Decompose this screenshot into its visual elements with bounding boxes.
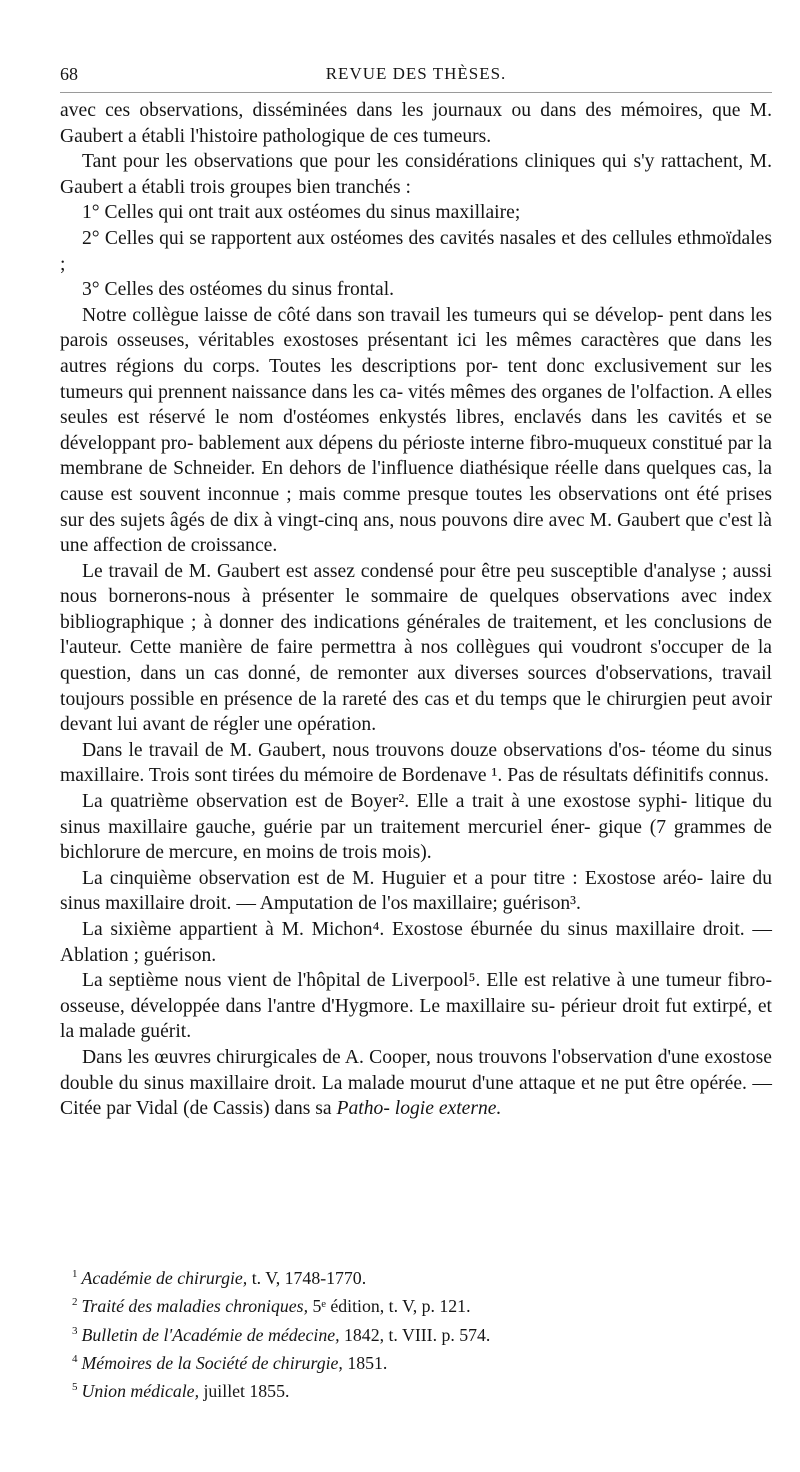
footnote-mark: 1 xyxy=(72,1268,78,1280)
paragraph: Tant pour les observations que pour les considérations cliniques qui s'y rattachent, M. Gaubert a établi trois groupes bien tranchés : xyxy=(60,151,772,198)
page-header xyxy=(60,64,772,93)
body-text xyxy=(60,98,772,1122)
footnote-ref: 1842, t. VIII. p. 574. xyxy=(339,1324,491,1345)
footnote-ref: 5ᵉ édition, t. V, p. 121. xyxy=(308,1296,471,1317)
running-title: REVUE DES THÈSES. xyxy=(325,64,507,83)
list-item: 1° Celles qui ont trait aux ostéomes du sinus maxillaire; xyxy=(82,202,521,224)
footnote xyxy=(60,1347,772,1375)
footnote-title: Académie de chirurgie, xyxy=(81,1267,248,1288)
footnote-mark: 5 xyxy=(72,1381,78,1394)
paragraph: avec ces observations, disséminées dans les journaux ou dans des mémoires, que M. Gaubert a établi l'histoire pathologique de ces tumeurs. xyxy=(60,100,772,147)
paragraph: Dans le travail de M. Gaubert, nous trouvons douze observations d'os- téome du sinus maxillaire. Trois sont tirées du mémoire de Bordenave ¹. Pas de résultats définitifs connus. xyxy=(60,739,772,787)
footnote-title: Traité des maladies chroniques, xyxy=(81,1296,309,1317)
paragraph: La sixième appartient à M. Michon⁴. Exostose éburnée du sinus maxillaire droit. — Ablation ; guérison. xyxy=(60,919,772,966)
list-item: 2° Celles qui se rapportent aux ostéomes des cavités nasales et des cellules ethmoïdales ; xyxy=(60,227,772,275)
book-title: Patho- logie externe. xyxy=(336,1098,502,1120)
footnote xyxy=(60,1319,772,1347)
paragraph: La quatrième observation est de Boyer². Elle a trait à une exostose syphi- litique du sinus maxillaire gauche, guérie par un traitement mercuriel éner- gique (7 grammes de bichlorure de mercure, en moins de trois mois). xyxy=(60,791,772,864)
footnote xyxy=(60,1262,772,1290)
paragraph: Notre collègue laisse de côté dans son travail les tumeurs qui se dévelop- pent dans les parois osseuses, véritables exostoses présentant ici les mêmes caractères que dans les autres régions du corps. Toutes les descriptions por- tent donc exclusivement sur les tumeurs qui prennent naissance dans les ca- vités mêmes des organes de l'olfaction. A elles seules est réservé le nom d'ostéomes enkystés libres, enclavés dans les cavités et se développant pro- bablement aux dépens du périoste interne fibro-muqueux constitué par la membrane de Schneider. En dehors de l'influence diathésique réelle dans quelques cas, la cause est souvent inconnue ; mais comme presque toutes les observations ont été prises sur des sujets âgés de dix à vingt-cinq ans, nous pouvons dire avec M. Gaubert que c'est là une affection de croissance. xyxy=(60,304,772,557)
footnote-title: Mémoires de la Société de chirurgie, xyxy=(81,1352,343,1373)
footnote-ref: juillet 1855. xyxy=(199,1381,290,1402)
paragraph: Le travail de M. Gaubert est assez condensé pour être peu susceptible d'analyse ; aussi nous bornerons-nous à présenter le sommaire de quelques observations avec index bibliographique ; à donner des indications générales de traitement, et les conclusions de l'auteur. Cette manière de faire permettra à nos collègues qui voudront s'occuper de la question, dans un cas donné, de remonter aux diverses sources d'observations, travail toujours possible en présence de la rareté des cas et du temps que le chirurgien peut avoir devant lui avant de régler une opération. xyxy=(60,560,772,736)
footnote-title: Union médicale, xyxy=(81,1381,200,1402)
list-item: 3° Celles des ostéomes du sinus frontal. xyxy=(82,279,395,301)
paragraph-text: Dans les œuvres chirurgicales de A. Cooper, nous trouvons l'observation d'une exostose double du sinus maxillaire droit. La malade mourut d'une attaque et ne put être opérée. — Citée par Vidal (de Cassis) dans sa xyxy=(60,1046,772,1120)
footnote-title: Bulletin de l'Académie de médecine, xyxy=(81,1324,340,1345)
footnotes xyxy=(60,1262,772,1404)
footnote-mark: 2 xyxy=(72,1296,78,1309)
footnote-ref: t. V, 1748-1770. xyxy=(247,1267,367,1288)
page-number: 68 xyxy=(60,64,78,84)
paragraph: La septième nous vient de l'hôpital de Liverpool⁵. Elle est relative à une tumeur fibro-osseuse, développée dans l'antre d'Hygmore. Le maxillaire su- périeur droit fut extirpé, et la malade guérit. xyxy=(60,970,772,1043)
paragraph xyxy=(60,1045,772,1122)
footnote xyxy=(60,1375,772,1403)
footnote-mark: 4 xyxy=(72,1352,78,1365)
paragraph: La cinquième observation est de M. Huguier et a pour titre : Exostose aréo- laire du sinus maxillaire droit. — Amputation de l'os maxillaire; guérison³. xyxy=(60,867,772,915)
footnote xyxy=(60,1290,772,1318)
footnote-mark: 3 xyxy=(72,1324,78,1337)
footnote-ref: 1851. xyxy=(342,1352,388,1373)
